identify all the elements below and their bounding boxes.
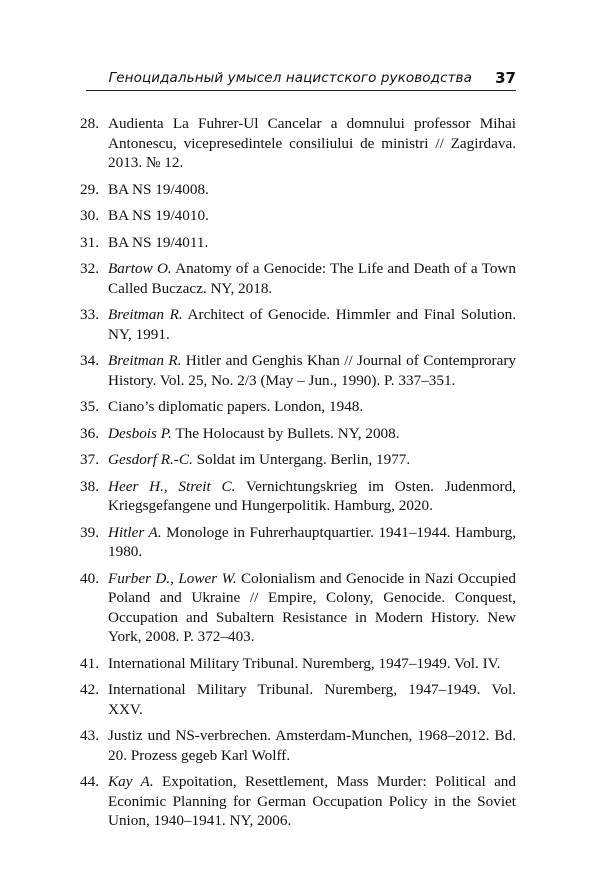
reference-item [80, 424, 516, 444]
reference-text [108, 206, 516, 226]
reference-item [80, 114, 516, 173]
reference-number: 36. [80, 424, 99, 442]
page-header [86, 64, 516, 91]
reference-text [108, 180, 516, 200]
reference-text [108, 569, 516, 647]
reference-text [108, 351, 516, 390]
reference-item [80, 450, 516, 470]
reference-author: Bartow O. [108, 260, 172, 277]
reference-body: BA NS 19/4011. [108, 233, 209, 251]
reference-number: 38. [80, 477, 99, 495]
reference-author: Furber D., Lower W. [108, 569, 237, 587]
reference-body: Anatomy of a Genocide: The Life and Death of a Town Called Buczacz. NY, 2018. [108, 260, 516, 297]
reference-item [80, 259, 516, 298]
reference-text [108, 654, 516, 674]
reference-body: Colonialism and Genocide in Nazi Occupied Poland and Ukraine // Empire, Colony, Genocide. Conquest, Occupation and Subaltern Resistance in Modern History. New York, 2008. P. 372–403. [108, 569, 516, 645]
reference-number: 30. [80, 207, 99, 224]
reference-author: Gesdorf R.-C. [108, 451, 193, 468]
reference-author: Desbois P. [108, 424, 172, 442]
reference-body: International Military Tribunal. Nuremberg, 1947–1949. Vol. XXV. [108, 681, 516, 718]
reference-item [80, 351, 516, 390]
reference-body: Soldat im Untergang. Berlin, 1977. [192, 451, 411, 468]
reference-item [80, 305, 516, 344]
reference-number: 39. [80, 523, 99, 541]
reference-text [108, 772, 516, 831]
reference-author: Heer H., Streit C. [108, 477, 236, 495]
reference-body: BA NS 19/4008. [108, 180, 209, 198]
reference-number: 37. [80, 451, 99, 468]
reference-item [80, 180, 516, 200]
reference-text [108, 233, 516, 253]
reference-text [108, 680, 516, 719]
reference-item [80, 206, 516, 226]
reference-text [108, 397, 516, 417]
reference-item [80, 523, 516, 562]
reference-body: BA NS 19/4010. [108, 207, 209, 224]
reference-body: Monologe in Fuhrerhauptquartier. 1941–1944. Hamburg, 1980. [108, 523, 517, 560]
reference-body: Hitler and Genghis Khan // Journal of Contemprorary History. Vol. 25, No. 2/3 (May – Jun., 1990). P. 337–351. [108, 352, 516, 389]
reference-item [80, 397, 516, 417]
reference-item [80, 477, 516, 516]
reference-author: Hitler A. [108, 523, 162, 541]
reference-number: 44. [80, 773, 99, 790]
reference-number: 40. [80, 569, 99, 587]
reference-item [80, 772, 516, 831]
reference-text [108, 114, 516, 173]
reference-text [108, 305, 516, 344]
reference-item [80, 569, 516, 647]
reference-list [80, 114, 516, 838]
reference-number: 34. [80, 352, 99, 369]
reference-number: 43. [80, 727, 99, 744]
reference-item [80, 726, 516, 765]
reference-text [108, 477, 516, 516]
reference-number: 29. [80, 180, 99, 198]
reference-author: Breitman R. [108, 306, 183, 323]
running-title: Геноцидальный умысел нацистского руководства [108, 70, 472, 86]
reference-body: Expoitation, Resettlement, Mass Murder: Political and Econimic Planning for German Occupation Policy in the Soviet Union, 1940–1941. NY, 2006. [108, 773, 516, 829]
reference-body: The Holocaust by Bullets. NY, 2008. [171, 424, 400, 442]
reference-number: 41. [80, 654, 99, 672]
reference-body: Audienta La Fuhrer-Ul Cancelar a domnului professor Mihai Antonescu, vicepresedintele consiliului de ministri // Zagirdava. 2013. № 12. [108, 115, 516, 171]
reference-number: 32. [80, 260, 99, 277]
page-number: 37 [495, 69, 516, 87]
reference-text [108, 523, 516, 562]
reference-text [108, 726, 516, 765]
reference-item [80, 680, 516, 719]
reference-number: 28. [80, 115, 99, 132]
reference-item [80, 233, 516, 253]
reference-text [108, 450, 516, 470]
reference-body: Justiz und NS-verbrechen. Amsterdam-Munchen, 1968–2012. Bd. 20. Prozess gegeb Karl Wolff. [108, 727, 516, 764]
reference-author: Kay A. [108, 773, 154, 790]
reference-body: Vernichtungskrieg im Osten. Judenmord, Kriegsgefangene und Hungerpolitik. Hamburg, 2020. [108, 477, 516, 514]
reference-number: 35. [80, 398, 99, 415]
reference-body: Ciano’s diplomatic papers. London, 1948. [108, 398, 364, 415]
reference-number: 31. [80, 233, 99, 251]
reference-text [108, 259, 516, 298]
reference-number: 42. [80, 681, 99, 698]
reference-text [108, 424, 516, 444]
reference-author: Breitman R. [108, 352, 182, 369]
reference-item [80, 654, 516, 674]
reference-body: International Military Tribunal. Nuremberg, 1947–1949. Vol. IV. [108, 654, 501, 672]
reference-body: Architect of Genocide. Himmler and Final Solution. NY, 1991. [108, 306, 516, 343]
reference-number: 33. [80, 306, 99, 323]
